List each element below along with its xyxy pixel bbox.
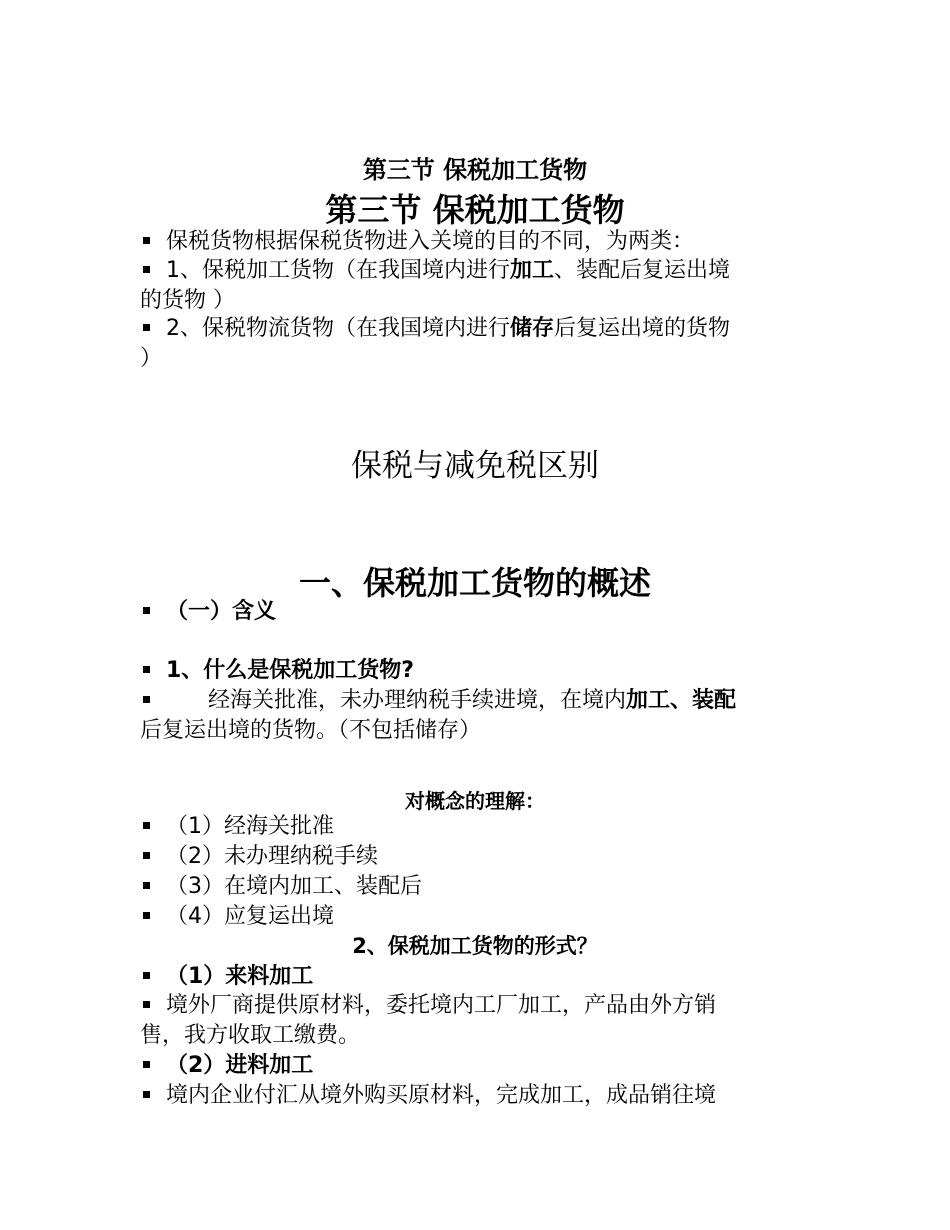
section-title: 一、保税加工货物的概述 <box>298 564 651 602</box>
section-title: 第三节 保税加工货物 <box>325 191 625 229</box>
list-item: 经海关批准，未办理纳税手续进境，在境内加工、装配 后复运出境的货物。（不包括储存） <box>140 688 737 743</box>
bullet-icon <box>143 696 150 703</box>
bullet-icon <box>143 324 150 331</box>
list-item: 境外厂商提供原材料，委托境内工厂加工，产品由外方销 售，我方收取工缴费。 <box>140 993 717 1048</box>
list-item: （1）经海关批准 <box>140 812 820 842</box>
list-item: 1、保税加工货物（在我国境内进行加工、装配后复运出境 的货物 ） <box>140 258 731 313</box>
bullet-icon <box>143 237 150 244</box>
bullet-icon <box>143 666 150 673</box>
list-item: （1）来料加工 <box>140 962 820 992</box>
bullet-icon <box>143 852 150 859</box>
bullet-icon <box>143 912 150 919</box>
bullet-icon <box>143 1061 150 1068</box>
bullet-icon <box>143 1091 150 1098</box>
subheading: 2、保税加工货物的形式？ <box>352 934 598 958</box>
list-item: （2）进料加工 <box>140 1051 820 1081</box>
list-item: （一）含义 <box>140 597 820 627</box>
bullet-icon <box>143 822 150 829</box>
bullet-icon <box>143 266 150 273</box>
list-item: 保税货物根据保税货物进入关境的目的不同，为两类： <box>140 227 820 257</box>
list-item: 1、什么是保税加工货物? <box>140 656 820 686</box>
subheading: 对概念的理解： <box>405 789 545 813</box>
bullet-icon <box>143 607 150 614</box>
bullet-icon <box>143 1001 150 1008</box>
subtitle: 保税与减免税区别 <box>351 448 599 484</box>
bullet-icon <box>143 882 150 889</box>
list-item: （4）应复运出境 <box>140 902 820 932</box>
list-item: （2）未办理纳税手续 <box>140 842 820 872</box>
list-item: 2、保税物流货物（在我国境内进行储存后复运出境的货物 ） <box>140 316 731 371</box>
list-item: （3）在境内加工、装配后 <box>140 872 820 902</box>
list-item: 境内企业付汇从境外购买原材料，完成加工，成品销往境 <box>140 1081 820 1111</box>
page-heading: 第三节 保税加工货物 <box>362 156 588 184</box>
bullet-icon <box>143 972 150 979</box>
